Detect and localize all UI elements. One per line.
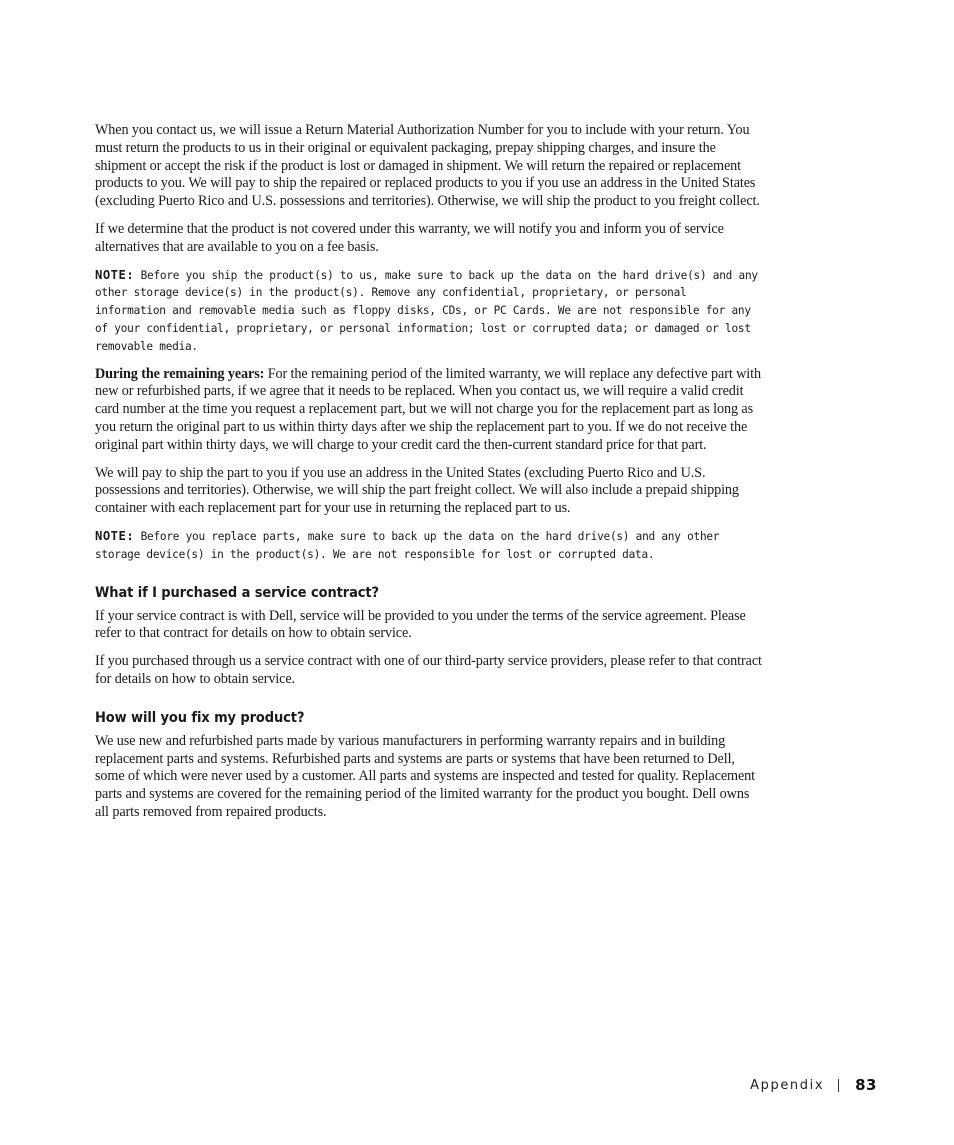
paragraph-dell-contract: If your service contract is with Dell, service will be provided to you under the terms of the service agreement. Please refer to that contract for details on how to obtain service. xyxy=(95,607,746,642)
note-backup-before-replace xyxy=(95,528,763,564)
note-label: NOTE: xyxy=(95,528,135,543)
paragraph-third-party: If you purchased through us a service contract with one of our third-party service providers, please refer to that contract for details on how to obtain service. xyxy=(95,653,762,687)
paragraph-parts: We use new and refurbished parts made by various manufacturers in performing warranty repairs and in building replacement parts and systems. Refurbished parts and systems are parts or systems that have been returned to Dell, some of which were never used by a customer. All parts and systems are inspected and tested for quality. Replacement parts and systems are covered for the remaining period of the limited warranty for the product you bought. Dell owns all parts removed from repaired products. xyxy=(95,732,755,820)
page-number: 83 xyxy=(855,1076,877,1094)
page-content xyxy=(95,122,763,832)
paragraph-rma: When you contact us, we will issue a Return Material Authorization Number for you to include with your return. You must return the products to us in their original or equivalent packaging, prepay shipping charges, and insure the shipment or accept the risk if the product is lost or damaged in shipment. We will return the repaired or replacement products to you. We will pay to ship the repaired or replaced products to you if you use an address in the United States (excluding Puerto Rico and U.S. possessions and territories). Otherwise, we will ship the product to you freight collect. xyxy=(95,122,760,210)
heading-service-contract: What if I purchased a service contract? xyxy=(95,584,380,601)
paragraph-remaining-years xyxy=(95,366,763,455)
note-text: Before you ship the product(s) to us, make sure to back up the data on the hard drive(s) and any other storage device(s) in the product(s). Remove any confidential, proprietary, or personal information and removable media such as floppy disks, CDs, or PC Cards. We are not responsible for any of your confidential, proprietary, or personal information; lost or corrupted data; or damaged or lost removable media. xyxy=(95,268,758,353)
paragraph-not-covered: If we determine that the product is not covered under this warranty, we will notify you and inform you of service alternatives that are available to you on a fee basis. xyxy=(95,220,724,255)
page-footer xyxy=(750,1076,877,1094)
paragraph-text: For the remaining period of the limited warranty, we will replace any defective part with new or refurbished parts, if we agree that it needs to be replaced. When you contact us, we will require a valid credit card number at the time you request a replacement part, but we will not charge you for the replacement part as long as you return the original part to us within thirty days after we ship the replacement part to you. If we do not receive the original part within thirty days, we will charge to your credit card the then-current standard price for that part. xyxy=(95,365,761,453)
heading-fix-product: How will you fix my product? xyxy=(95,709,305,726)
note-backup-before-ship xyxy=(95,267,763,356)
note-text: Before you replace parts, make sure to back up the data on the hard drive(s) and any other storage device(s) in the product(s). We are not responsible for lost or corrupted data. xyxy=(95,529,720,561)
note-label: NOTE: xyxy=(95,267,135,282)
paragraph-shipping: We will pay to ship the part to you if you use an address in the United States (excluding Puerto Rico and U.S. possessions and territories). Otherwise, we will ship the part freight collect. We will also include a prepaid shipping container with each replacement part for your use in returning the replaced part to us. xyxy=(95,464,739,517)
footer-section-name: Appendix xyxy=(750,1077,825,1093)
footer-divider xyxy=(838,1079,839,1092)
paragraph-lead: During the remaining years: xyxy=(95,365,265,382)
